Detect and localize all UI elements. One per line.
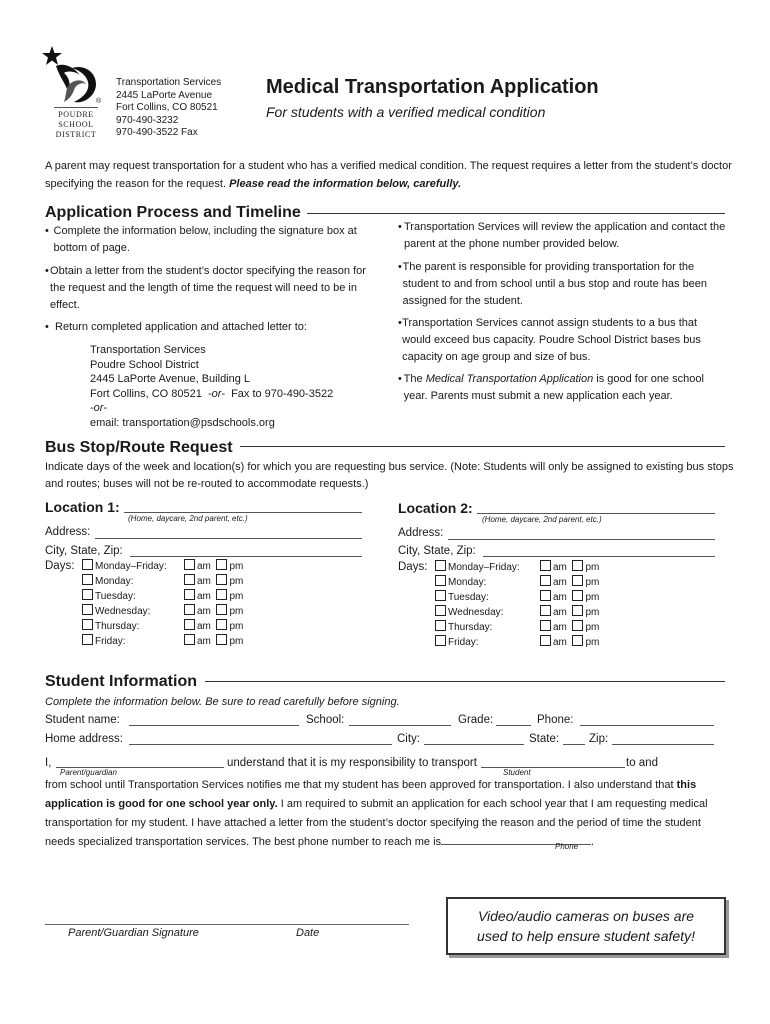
am-checkbox[interactable] [540,575,551,586]
pm-checkbox[interactable] [572,575,583,586]
pm-label: pm [585,592,600,603]
return-or: -or- [90,402,107,414]
day-checkbox[interactable] [82,619,93,630]
pm-checkbox[interactable] [572,590,583,601]
pm-checkbox[interactable] [572,620,583,631]
signature-label: Parent/Guardian Signature [68,927,199,939]
am-checkbox[interactable] [184,589,195,600]
city1-label: City, State, Zip: [45,545,123,557]
ampm-row [540,590,599,605]
logo-text-poudre: POUDRE [58,110,94,119]
address-line: 970-490-3522 Fax [116,127,198,138]
day-label: Monday–Friday: [448,562,520,573]
bus-section-title: Bus Stop/Route Request [45,439,239,457]
day-label: Wednesday: [95,606,151,617]
day-label: Tuesday: [448,592,489,603]
pm-checkbox[interactable] [572,560,583,571]
return-address-line: 2445 LaPorte Avenue, Building L [90,373,251,385]
day-label: Monday–Friday: [95,561,167,572]
day-row [435,590,489,605]
pm-label: pm [229,621,244,632]
city-field[interactable] [424,744,524,745]
ampm-row [540,620,599,635]
day-label: Thursday: [95,621,140,632]
return-email: email: transportation@psdschools.org [90,416,275,429]
day-checkbox[interactable] [435,605,446,616]
date-label: Date [296,927,320,939]
ampm-row [540,635,599,650]
pm-checkbox[interactable] [216,589,227,600]
address1-field[interactable] [95,538,362,539]
school-field[interactable] [349,725,451,726]
am-label: am [197,636,211,647]
agreement-paragraph [45,776,725,852]
am-checkbox[interactable] [540,620,551,631]
return-address-block [90,343,333,430]
pm-checkbox[interactable] [216,604,227,615]
process-section-title: Application Process and Timeline [45,204,307,222]
return-or: -or- [208,387,225,400]
am-checkbox[interactable] [184,559,195,570]
bullet-italic: Medical Transportation Application [425,373,594,385]
am-label: am [197,561,211,572]
student-instructions: Complete the information below. Be sure to read carefully before signing. [45,696,400,708]
am-label: am [197,606,211,617]
understand-text: understand that it is my responsibility to transport [227,757,477,769]
day-label: Tuesday: [95,591,136,602]
city2-field[interactable] [483,556,715,557]
logo-text-school: SCHOOL [58,120,94,129]
bullet-text: The [403,373,426,385]
phone-field[interactable] [580,725,714,726]
page-title: Medical Transportation Application [266,76,599,98]
ampm-row [540,560,599,575]
bullet-text: Transportation Services will review the application and contact the parent at the phone number provided below. [404,221,726,250]
intro-paragraph [45,157,735,193]
phone-label: Phone: [537,714,574,726]
ampm-row [184,619,243,634]
day-row [435,560,520,575]
city-label: City: [397,733,420,745]
day-label: Thursday: [448,622,493,633]
signature-line[interactable] [45,924,409,925]
header-address [116,77,221,140]
pm-label: pm [585,577,600,588]
intro-emphasis: Please read the information below, carefully. [229,178,462,190]
day-row [82,574,133,589]
am-checkbox[interactable] [540,560,551,571]
return-address-line: Transportation Services [90,344,206,356]
day-label: Monday: [95,576,134,587]
pm-checkbox[interactable] [216,574,227,585]
agreement-bold: this application is good for one school year only. [45,779,697,810]
am-label: am [197,591,211,602]
day-row [435,620,492,635]
pm-label: pm [229,576,244,587]
logo-text-district: DISTRICT [55,130,97,139]
pm-label: pm [229,606,244,617]
student-name-field[interactable] [129,725,299,726]
ampm-row [184,634,243,649]
agreement-text: I am required to submit an application for each school year that I am requesting medical transportation for my student. I have attached a letter from the student’s doctor specifying the reason and the period of time the student needs specialized transportation services. The best phone number to reach me is [45,798,708,848]
day-checkbox[interactable] [435,560,446,571]
city2-label: City, State, Zip: [398,545,476,557]
am-label: am [553,592,567,603]
zip-label: Zip: [589,733,609,745]
pm-label: pm [229,561,244,572]
address-line: Fort Collins, CO 80521 [116,102,218,113]
pm-checkbox[interactable] [572,635,583,646]
am-label: am [197,576,211,587]
address1-label: Address: [45,526,91,538]
pm-label: pm [585,607,600,618]
notice-line: used to help ensure student safety! [477,928,695,944]
location1-hint: (Home, daycare, 2nd parent, etc.) [128,514,248,523]
day-checkbox[interactable] [82,634,93,645]
process-bullet: • Return completed application and attached letter to: [45,319,380,336]
address-line: 2445 LaPorte Avenue [116,89,213,101]
student-name-label: Student name: [45,714,120,726]
day-checkbox[interactable] [435,635,446,646]
ampm-row [184,589,243,604]
ampm-row [184,559,243,574]
home-address-field[interactable] [129,744,392,745]
am-checkbox[interactable] [540,605,551,616]
day-checkbox[interactable] [435,575,446,586]
bullet-text: is good for one school year. Parents must submit a new application each year. [403,373,704,402]
address2-field[interactable] [448,539,715,540]
location2-hint: (Home, daycare, 2nd parent, etc.) [482,515,602,524]
state-field[interactable] [563,744,585,745]
bullet-text: The parent is responsible for providing transportation for the student to and from school until a bus stop and route has been assigned for the student. [402,261,708,307]
day-row [82,559,167,574]
i-label: I, [45,757,52,769]
am-checkbox[interactable] [184,619,195,630]
notice-line: Video/audio cameras on buses are [477,908,695,924]
zip-field[interactable] [612,744,714,745]
process-bullet: • The parent is responsible for providing transportation for the student to and from school until a bus stop and route has been assigned for the student. [398,259,728,310]
school-label: School: [306,714,345,726]
bus-description: Indicate days of the week and location(s) for which you are requesting bus service. (Note: Students will only be assigned to existing bus stops and routes; buses will not be re-routed to accommodate requests.) [45,461,734,490]
location1-field[interactable] [124,512,362,513]
agreement-text: from school until Transportation Services notifies me that my student has been approved for transportation. I also understand that [45,779,677,791]
am-label: am [553,622,567,633]
parent-hint: Parent/guardian [60,768,117,777]
day-row [82,589,136,604]
days1-label: Days: [45,560,75,572]
pm-label: pm [585,562,600,573]
page-subtitle: For students with a verified medical condition [266,104,546,120]
student-hint: Student [503,768,531,777]
day-label: Wednesday: [448,607,504,618]
return-fax: Fax to 970-490-3522 [231,387,334,400]
bullet-text: Complete the information below, including the signature box at bottom of page. [53,225,357,254]
pm-label: pm [585,622,600,633]
day-row [435,635,479,650]
phone-hint: Phone [555,842,579,851]
day-checkbox[interactable] [82,589,93,600]
process-bullet: • Complete the information below, including the signature box at bottom of page. [45,223,380,257]
process-bullet: • The Medical Transportation Application is good for one school year. Parents must submit a new application each year. [398,373,704,402]
process-bullet: • Obtain a letter from the student’s doctor specifying the reason for the request and the length of time the request will need to be in effect. [45,263,380,314]
student-section-title: Student Information [45,673,203,691]
am-label: am [197,621,211,632]
day-label: Friday: [448,637,479,648]
day-row [435,575,486,590]
camera-notice [446,897,726,955]
logo-divider [54,107,98,108]
city1-field[interactable] [130,556,362,557]
registered-mark: ® [96,98,102,105]
return-address-line: Poudre School District [90,358,199,371]
location2-field[interactable] [477,513,715,514]
pm-label: pm [585,637,600,648]
day-checkbox[interactable] [435,590,446,601]
address-line: 970-490-3232 [116,114,179,126]
period: . [591,836,595,848]
day-row [435,605,503,620]
grade-label: Grade: [458,714,494,726]
bullet-text: Transportation Services cannot assign students to a bus that would exceed bus capacity. Poudre School District bases bus capacity on age group and size of bus. [402,317,701,363]
section-rule [300,213,725,214]
pm-label: pm [229,636,244,647]
intro-text: A parent may request transportation for a student who has a verified medical condition. The request requires a letter from the student’s doctor specifying the reason for the request. [45,160,732,190]
am-checkbox[interactable] [540,590,551,601]
bullet-text: Return completed application and attached letter to: [55,321,307,333]
days2-label: Days: [398,561,428,573]
pm-checkbox[interactable] [572,605,583,616]
address-line: Transportation Services [116,77,222,88]
location2-label: Location 2: [398,500,473,516]
am-label: am [553,637,567,648]
day-checkbox[interactable] [82,604,93,615]
am-label: am [553,607,567,618]
ampm-row [184,604,243,619]
pm-checkbox[interactable] [216,619,227,630]
pm-checkbox[interactable] [216,559,227,570]
to-and-text: to and [626,757,658,769]
ampm-row [184,574,243,589]
day-row [82,634,126,649]
day-label: Monday: [448,577,487,588]
state-label: State: [529,733,560,745]
process-bullet: • Transportation Services will review the application and contact the parent at the phone number provided below. [398,219,728,253]
day-row [82,619,139,634]
section-rule [205,681,725,682]
day-checkbox[interactable] [435,620,446,631]
am-label: am [553,577,567,588]
section-rule [240,446,725,447]
day-label: Friday: [95,636,126,647]
home-address-label: Home address: [45,733,123,745]
am-checkbox[interactable] [540,635,551,646]
pm-checkbox[interactable] [216,634,227,645]
am-label: am [553,562,567,573]
ampm-row [540,605,599,620]
bullet-text: Obtain a letter from the student’s doctor specifying the reason for the request and the length of time the request will need to be in effect. [50,265,366,311]
day-checkbox[interactable] [82,559,93,570]
day-checkbox[interactable] [82,574,93,585]
ampm-row [540,575,599,590]
grade-field[interactable] [496,725,531,726]
district-logo [38,46,108,142]
am-checkbox[interactable] [184,634,195,645]
location1-label: Location 1: [45,499,120,515]
return-city: Fort Collins, CO 80521 [90,387,202,400]
day-row [82,604,150,619]
am-checkbox[interactable] [184,604,195,615]
pm-label: pm [229,591,244,602]
process-bullet: • Transportation Services cannot assign students to a bus that would exceed bus capacity. Poudre School District bases bus capacity on age group and size of bus. [398,315,728,366]
am-checkbox[interactable] [184,574,195,585]
address2-label: Address: [398,527,444,539]
